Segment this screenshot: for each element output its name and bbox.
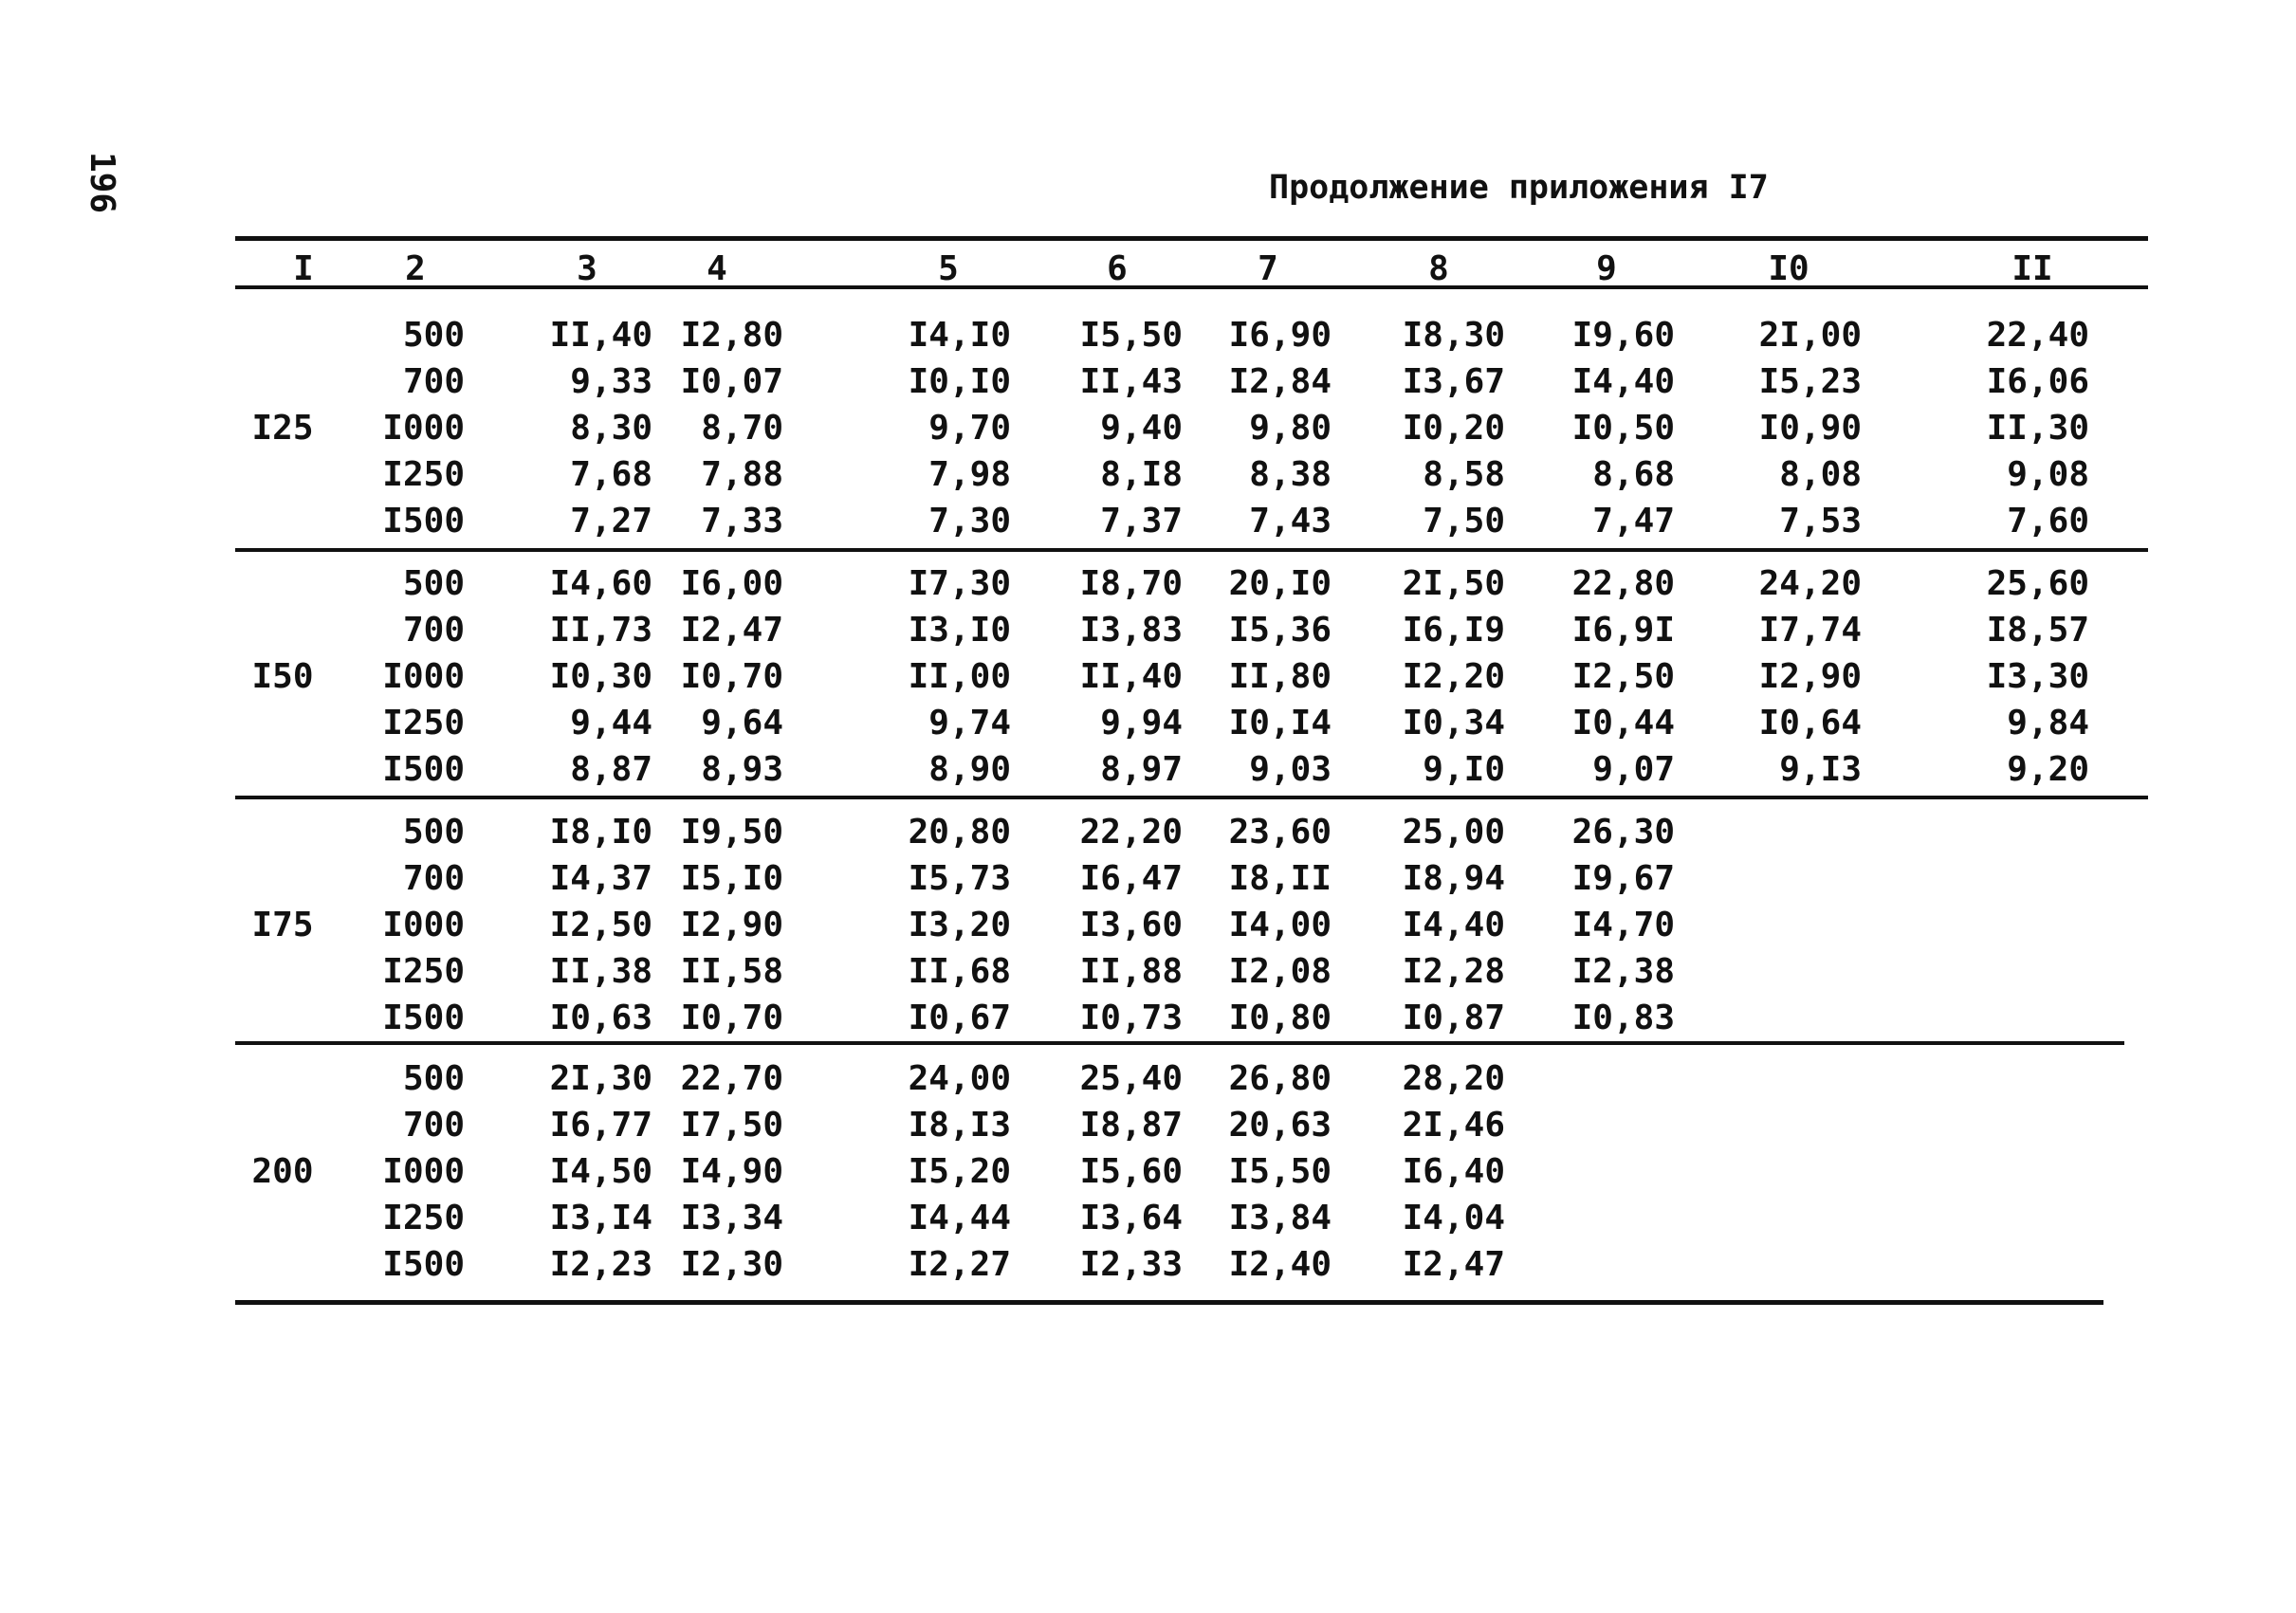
table-top-rule — [235, 236, 2148, 241]
table-cell: 9,44 — [570, 704, 652, 742]
table-cell: I0,90 — [1758, 409, 1862, 448]
table-cell: 20,63 — [1228, 1106, 1332, 1145]
table-cell: I7,30 — [908, 564, 1011, 603]
column-header: 3 — [577, 249, 597, 288]
table-cell: II,80 — [1228, 657, 1332, 696]
row-parameter: 700 — [402, 859, 465, 898]
table-cell: I0,70 — [680, 999, 783, 1037]
table-caption: Продолжение приложения I7 — [1269, 169, 1769, 207]
table-cell: I6,90 — [1228, 316, 1332, 355]
row-parameter: I000 — [382, 1152, 465, 1191]
table-cell: I2,38 — [1571, 952, 1675, 991]
table-cell: I3,I4 — [549, 1199, 652, 1237]
table-cell: I0,50 — [1571, 409, 1675, 448]
row-parameter: 500 — [402, 813, 465, 852]
table-cell: 25,00 — [1402, 813, 1505, 852]
table-cell: I8,70 — [1079, 564, 1183, 603]
table-cell: I4,00 — [1228, 906, 1332, 944]
table-cell: 9,80 — [1249, 409, 1332, 448]
table-cell: I0,07 — [680, 362, 783, 401]
row-parameter: I000 — [382, 906, 465, 944]
table-cell: 23,60 — [1228, 813, 1332, 852]
column-header: 9 — [1596, 249, 1617, 288]
table-cell: II,40 — [549, 316, 652, 355]
table-cell: 9,08 — [2007, 455, 2089, 494]
table-cell: 8,38 — [1249, 455, 1332, 494]
table-cell: I4,40 — [1402, 906, 1505, 944]
table-cell: II,58 — [680, 952, 783, 991]
table-cell: I3,30 — [1986, 657, 2089, 696]
group-separator-rule — [235, 1041, 2124, 1045]
row-parameter: 700 — [402, 362, 465, 401]
table-cell: 9,03 — [1249, 750, 1332, 789]
table-cell: 8,I8 — [1100, 455, 1183, 494]
table-cell: I6,47 — [1079, 859, 1183, 898]
column-header: 2 — [405, 249, 426, 288]
table-cell: 9,33 — [570, 362, 652, 401]
table-cell: 7,88 — [701, 455, 783, 494]
table-cell: I6,06 — [1986, 362, 2089, 401]
row-parameter: I250 — [382, 455, 465, 494]
table-cell: I7,50 — [680, 1106, 783, 1145]
group-label: I50 — [251, 657, 314, 696]
table-cell: I7,74 — [1758, 611, 1862, 650]
row-parameter: I500 — [382, 1245, 465, 1284]
table-cell: 7,43 — [1249, 502, 1332, 541]
table-cell: 8,90 — [928, 750, 1011, 789]
row-parameter: I500 — [382, 502, 465, 541]
table-cell: I8,94 — [1402, 859, 1505, 898]
table-cell: I9,50 — [680, 813, 783, 852]
table-cell: I2,20 — [1402, 657, 1505, 696]
row-parameter: 500 — [402, 564, 465, 603]
table-cell: 8,97 — [1100, 750, 1183, 789]
table-cell: I4,40 — [1571, 362, 1675, 401]
table-cell: 9,74 — [928, 704, 1011, 742]
table-cell: I5,36 — [1228, 611, 1332, 650]
table-cell: 7,27 — [570, 502, 652, 541]
table-cell: 24,20 — [1758, 564, 1862, 603]
table-cell: I2,40 — [1228, 1245, 1332, 1284]
table-cell: I2,90 — [1758, 657, 1862, 696]
table-cell: 7,30 — [928, 502, 1011, 541]
table-cell: I0,87 — [1402, 999, 1505, 1037]
table-cell: 7,50 — [1423, 502, 1505, 541]
row-parameter: I250 — [382, 704, 465, 742]
table-cell: I8,II — [1228, 859, 1332, 898]
table-cell: 20,80 — [908, 813, 1011, 852]
table-cell: I0,83 — [1571, 999, 1675, 1037]
table-cell: I3,60 — [1079, 906, 1183, 944]
table-cell: II,88 — [1079, 952, 1183, 991]
table-cell: 25,60 — [1986, 564, 2089, 603]
table-cell: I6,9I — [1571, 611, 1675, 650]
table-cell: 28,20 — [1402, 1059, 1505, 1098]
row-parameter: I250 — [382, 1199, 465, 1237]
table-cell: I6,77 — [549, 1106, 652, 1145]
table-cell: 26,30 — [1571, 813, 1675, 852]
table-cell: I4,37 — [549, 859, 652, 898]
table-cell: I5,I0 — [680, 859, 783, 898]
table-cell: I2,30 — [680, 1245, 783, 1284]
table-cell: I4,50 — [549, 1152, 652, 1191]
table-cell: I0,73 — [1079, 999, 1183, 1037]
table-cell: 7,47 — [1592, 502, 1675, 541]
table-cell: I0,63 — [549, 999, 652, 1037]
row-parameter: I500 — [382, 999, 465, 1037]
table-cell: 9,94 — [1100, 704, 1183, 742]
row-parameter: I000 — [382, 657, 465, 696]
table-cell: 8,08 — [1779, 455, 1862, 494]
table-cell: I0,30 — [549, 657, 652, 696]
table-cell: 2I,00 — [1758, 316, 1862, 355]
header-bottom-rule — [235, 285, 2148, 289]
table-cell: I4,44 — [908, 1199, 1011, 1237]
table-cell: 9,20 — [2007, 750, 2089, 789]
table-cell: 8,70 — [701, 409, 783, 448]
page-number: 196 — [83, 152, 121, 214]
table-cell: I9,60 — [1571, 316, 1675, 355]
table-cell: 25,40 — [1079, 1059, 1183, 1098]
table-cell: 7,98 — [928, 455, 1011, 494]
table-cell: I2,23 — [549, 1245, 652, 1284]
table-cell: I2,80 — [680, 316, 783, 355]
table-cell: I0,20 — [1402, 409, 1505, 448]
table-cell: I5,73 — [908, 859, 1011, 898]
table-cell: I2,27 — [908, 1245, 1011, 1284]
column-header: 6 — [1107, 249, 1128, 288]
table-cell: I3,I0 — [908, 611, 1011, 650]
table-cell: I8,87 — [1079, 1106, 1183, 1145]
row-parameter: 700 — [402, 611, 465, 650]
table-cell: 9,I0 — [1423, 750, 1505, 789]
table-cell: I3,20 — [908, 906, 1011, 944]
table-cell: 9,84 — [2007, 704, 2089, 742]
table-cell: I4,70 — [1571, 906, 1675, 944]
table-cell: I5,50 — [1079, 316, 1183, 355]
table-cell: 2I,50 — [1402, 564, 1505, 603]
group-label: I25 — [251, 409, 314, 448]
row-parameter: I250 — [382, 952, 465, 991]
table-cell: I0,I4 — [1228, 704, 1332, 742]
table-cell: I8,I0 — [549, 813, 652, 852]
row-parameter: 500 — [402, 316, 465, 355]
table-cell: I2,50 — [1571, 657, 1675, 696]
table-cell: II,38 — [549, 952, 652, 991]
group-label: I75 — [251, 906, 314, 944]
group-separator-rule — [235, 796, 2148, 799]
table-cell: 26,80 — [1228, 1059, 1332, 1098]
table-cell: I0,80 — [1228, 999, 1332, 1037]
table-cell: I2,08 — [1228, 952, 1332, 991]
table-cell: I2,50 — [549, 906, 652, 944]
row-parameter: I500 — [382, 750, 465, 789]
table-cell: I4,04 — [1402, 1199, 1505, 1237]
table-cell: II,40 — [1079, 657, 1183, 696]
row-parameter: I000 — [382, 409, 465, 448]
table-cell: 24,00 — [908, 1059, 1011, 1098]
table-cell: I0,34 — [1402, 704, 1505, 742]
table-cell: I2,47 — [1402, 1245, 1505, 1284]
table-cell: I8,30 — [1402, 316, 1505, 355]
table-cell: I3,67 — [1402, 362, 1505, 401]
table-cell: I3,83 — [1079, 611, 1183, 650]
table-cell: I3,64 — [1079, 1199, 1183, 1237]
table-cell: I0,I0 — [908, 362, 1011, 401]
row-parameter: 700 — [402, 1106, 465, 1145]
group-separator-rule — [235, 548, 2148, 552]
table-cell: I0,44 — [1571, 704, 1675, 742]
table-cell: II,00 — [908, 657, 1011, 696]
column-header: II — [2011, 249, 2053, 288]
table-cell: I3,34 — [680, 1199, 783, 1237]
column-header: I0 — [1768, 249, 1809, 288]
table-cell: I2,47 — [680, 611, 783, 650]
table-cell: 9,70 — [928, 409, 1011, 448]
table-cell: I2,33 — [1079, 1245, 1183, 1284]
table-cell: I4,60 — [549, 564, 652, 603]
table-cell: I5,50 — [1228, 1152, 1332, 1191]
table-cell: I9,67 — [1571, 859, 1675, 898]
column-header: 4 — [707, 249, 727, 288]
table-cell: I4,I0 — [908, 316, 1011, 355]
table-cell: I8,I3 — [908, 1106, 1011, 1145]
table-cell: I4,90 — [680, 1152, 783, 1191]
group-label: 200 — [251, 1152, 314, 1191]
table-cell: I0,67 — [908, 999, 1011, 1037]
table-cell: 8,87 — [570, 750, 652, 789]
table-cell: 7,53 — [1779, 502, 1862, 541]
table-cell: 9,I3 — [1779, 750, 1862, 789]
table-cell: 8,93 — [701, 750, 783, 789]
table-cell: 22,20 — [1079, 813, 1183, 852]
table-cell: 8,68 — [1592, 455, 1675, 494]
table-cell: I8,57 — [1986, 611, 2089, 650]
table-cell: I6,00 — [680, 564, 783, 603]
table-cell: 7,33 — [701, 502, 783, 541]
table-cell: I0,70 — [680, 657, 783, 696]
table-cell: 9,40 — [1100, 409, 1183, 448]
column-header: I — [293, 249, 314, 288]
table-cell: 20,I0 — [1228, 564, 1332, 603]
table-cell: II,73 — [549, 611, 652, 650]
table-cell: I2,90 — [680, 906, 783, 944]
table-cell: I3,84 — [1228, 1199, 1332, 1237]
table-cell: 2I,46 — [1402, 1106, 1505, 1145]
table-cell: 7,37 — [1100, 502, 1183, 541]
table-cell: 22,70 — [680, 1059, 783, 1098]
table-cell: 7,60 — [2007, 502, 2089, 541]
table-cell: I5,60 — [1079, 1152, 1183, 1191]
table-cell: I5,23 — [1758, 362, 1862, 401]
table-cell: II,43 — [1079, 362, 1183, 401]
column-header: 5 — [938, 249, 959, 288]
table-cell: I6,I9 — [1402, 611, 1505, 650]
column-header: 8 — [1428, 249, 1449, 288]
row-parameter: 500 — [402, 1059, 465, 1098]
table-cell: 22,80 — [1571, 564, 1675, 603]
table-cell: 8,30 — [570, 409, 652, 448]
table-cell: I2,28 — [1402, 952, 1505, 991]
table-cell: I6,40 — [1402, 1152, 1505, 1191]
table-cell: 22,40 — [1986, 316, 2089, 355]
column-header: 7 — [1258, 249, 1278, 288]
table-cell: 2I,30 — [549, 1059, 652, 1098]
group-separator-rule — [235, 1300, 2103, 1305]
table-cell: 8,58 — [1423, 455, 1505, 494]
table-cell: II,30 — [1986, 409, 2089, 448]
table-cell: I2,84 — [1228, 362, 1332, 401]
table-cell: I5,20 — [908, 1152, 1011, 1191]
table-cell: II,68 — [908, 952, 1011, 991]
table-cell: 9,07 — [1592, 750, 1675, 789]
table-cell: 7,68 — [570, 455, 652, 494]
table-cell: I0,64 — [1758, 704, 1862, 742]
table-cell: 9,64 — [701, 704, 783, 742]
